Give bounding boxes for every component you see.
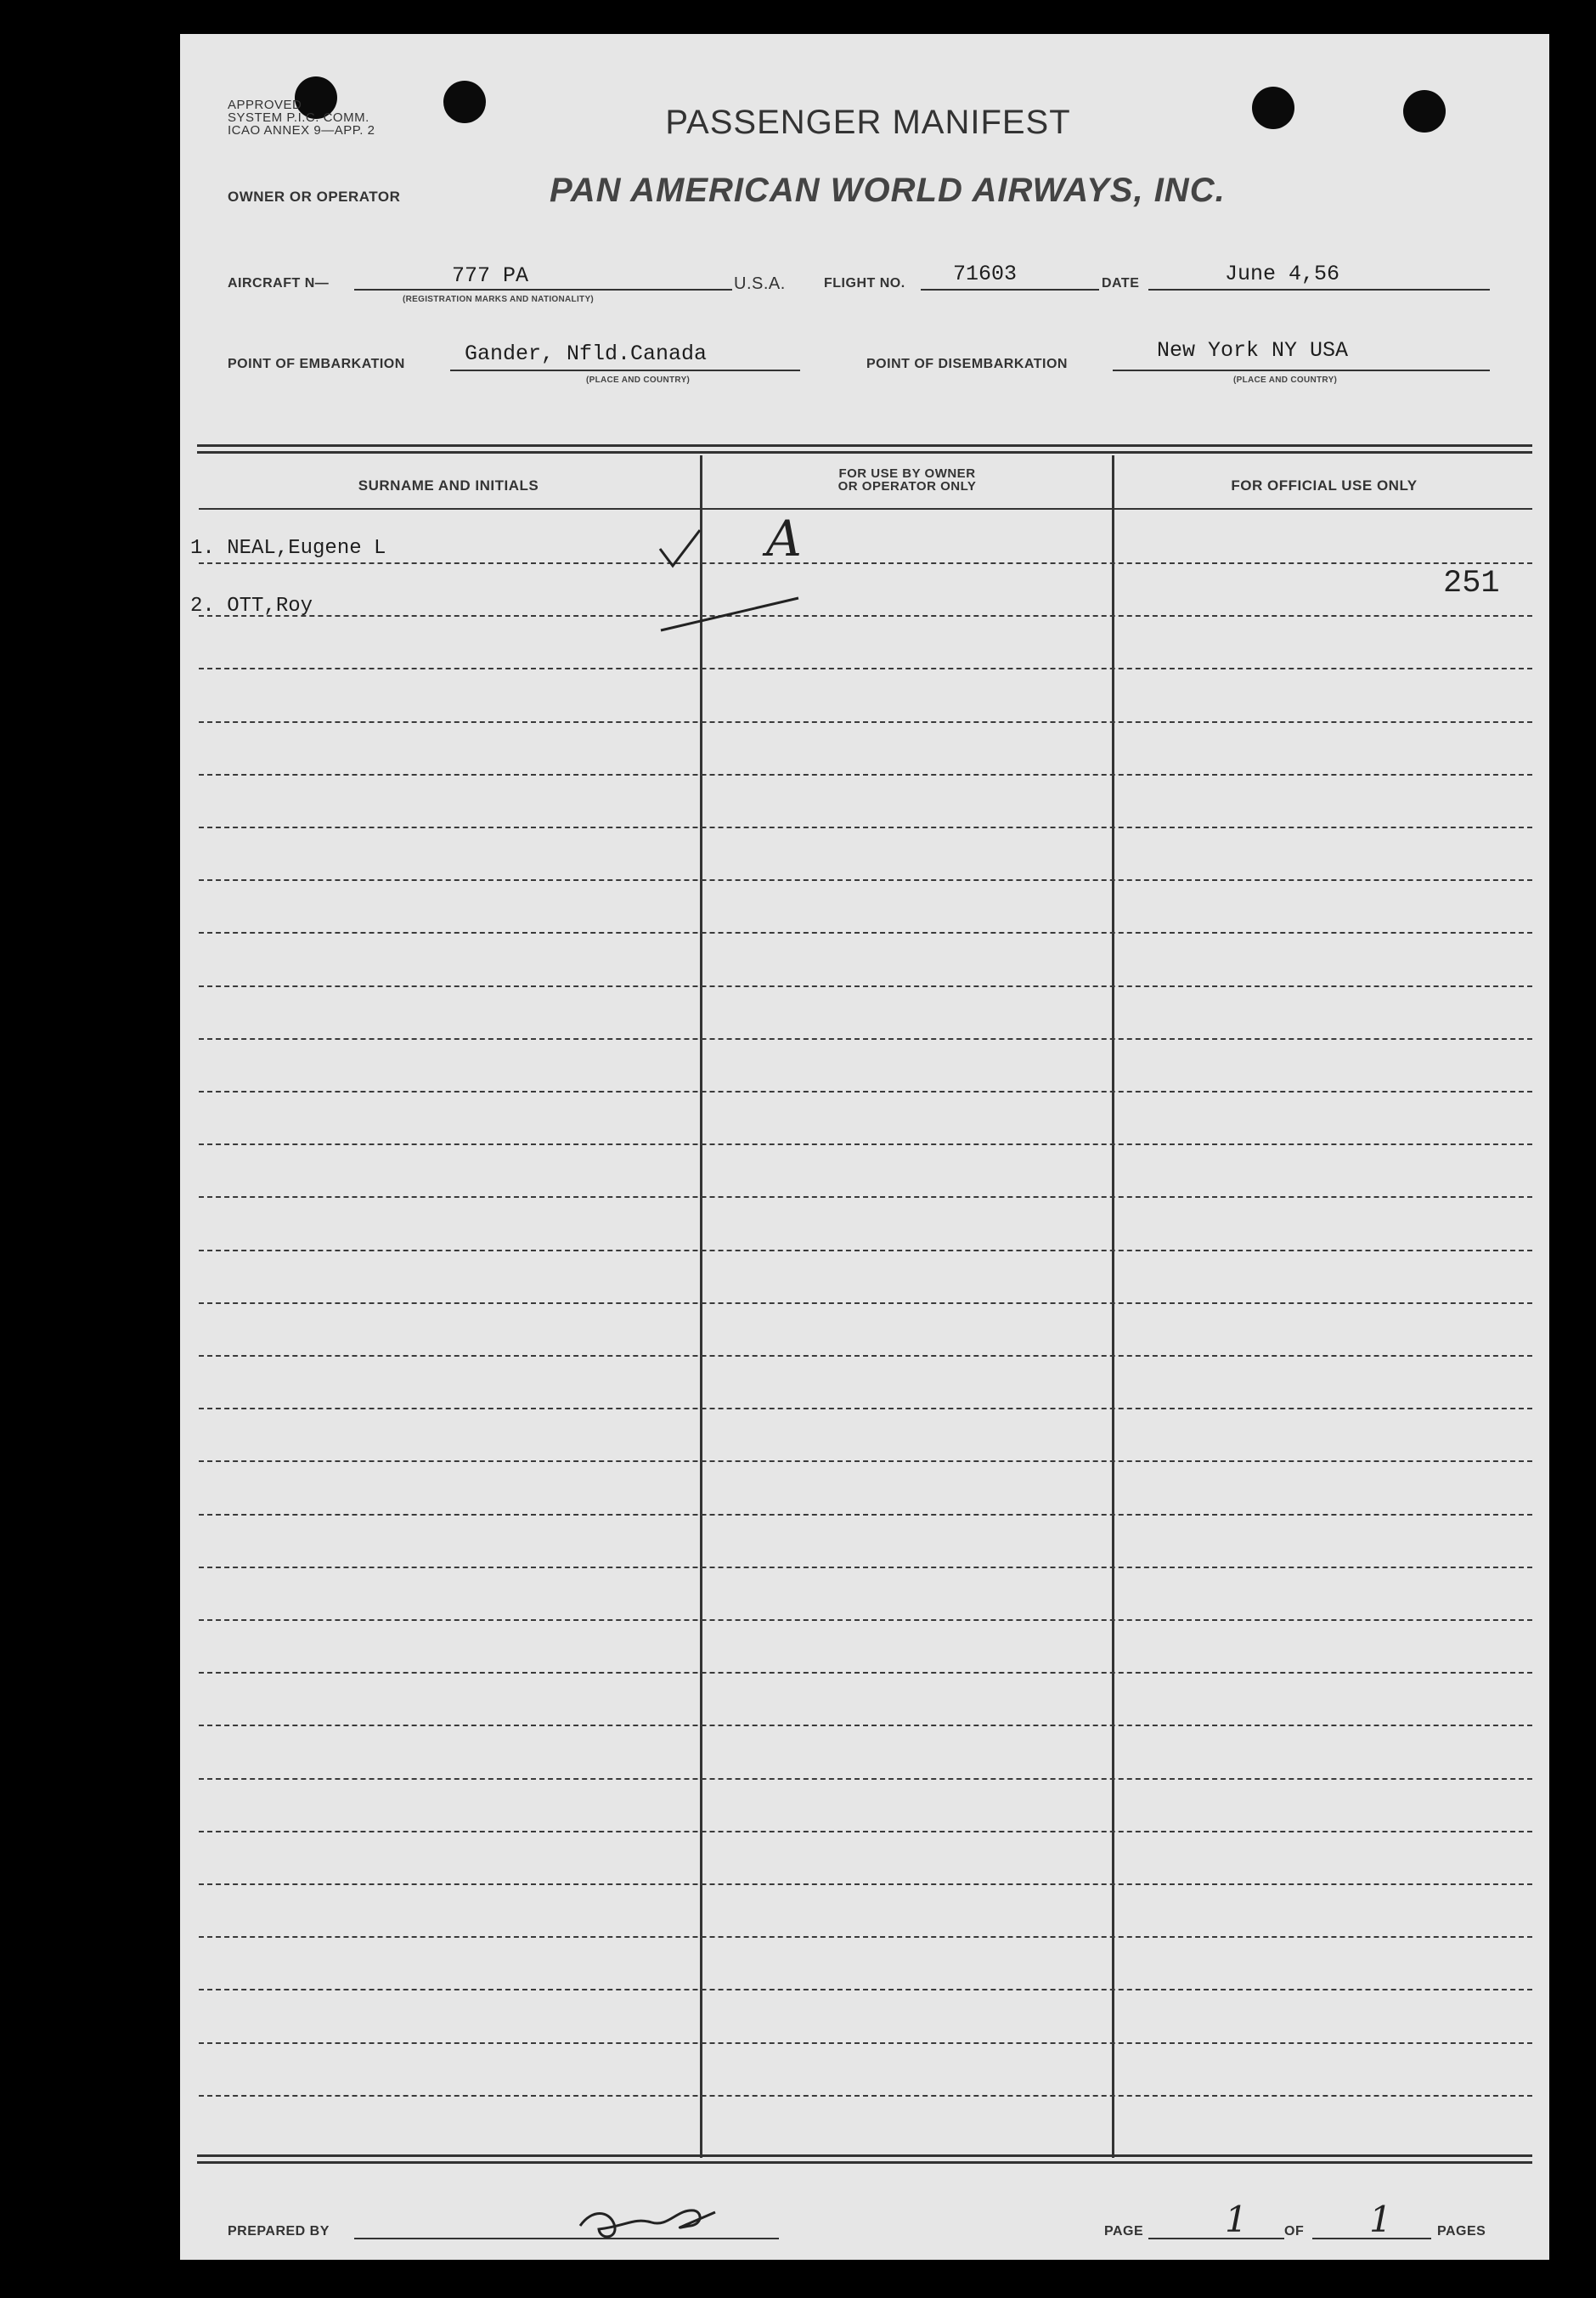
row-rule [199,1038,1532,1040]
column-divider [1112,455,1114,2158]
handwritten-stroke [656,586,809,637]
table-top-rule [197,444,1532,447]
registration-caption: (REGISTRATION MARKS AND NATIONALITY) [403,295,595,304]
row-rule [199,1672,1532,1674]
prepared-by-label: PREPARED BY [228,2224,330,2239]
embark-caption: (PLACE AND COUNTRY) [586,375,691,385]
row-rule [199,1091,1532,1093]
header-rule [199,508,1532,510]
flight-no-value: 71603 [953,262,1018,286]
row-rule [199,668,1532,669]
embark-value: Gander, Nfld.Canada [465,342,708,366]
row-rule [199,1143,1532,1145]
row-rule [199,1989,1532,1990]
embark-underline [450,370,800,371]
column-header-official: FOR OFFICIAL USE ONLY [1231,477,1418,494]
disembark-caption: (PLACE AND COUNTRY) [1233,375,1338,385]
passenger-row-2: 2. OTT,Roy [190,595,313,618]
page-title: PASSENGER MANIFEST [665,104,1071,141]
row-rule [199,1936,1532,1938]
approval-note: APPROVED SYSTEM P.I.C. COMM. ICAO ANNEX 9—APP. 2 [228,98,375,138]
date-underline [1148,289,1490,291]
page-value: 1 [1225,2199,1248,2240]
passenger-row-1: 1. NEAL,Eugene L [190,537,386,560]
table-bottom-rule [197,2154,1532,2157]
row-rule [199,879,1532,881]
page-underline [1148,2238,1284,2239]
page-label: PAGE [1104,2224,1144,2239]
table-top-rule [197,451,1532,454]
column-header-operator: FOR USE BY OWNER OR OPERATOR ONLY [837,466,977,494]
row-rule [199,1514,1532,1516]
row-rule [199,2042,1532,2044]
handwritten-mark: A [766,510,802,567]
row-rule [199,1250,1532,1251]
row-rule [199,1725,1532,1726]
disembark-value: New York NY USA [1157,338,1349,363]
date-value: June 4,56 [1225,262,1340,286]
aircraft-label: AIRCRAFT N— [228,276,330,291]
row-rule [199,932,1532,934]
punch-hole [1252,87,1294,129]
usa-label: U.S.A. [734,274,786,293]
aircraft-underline [354,289,732,291]
column-divider [700,455,702,2158]
row-rule [199,1778,1532,1780]
row-rule [199,1883,1532,1885]
row-rule [199,1408,1532,1409]
punch-hole [443,81,486,123]
row-rule [199,2095,1532,2097]
pages-label: PAGES [1437,2224,1486,2239]
flight-no-underline [921,289,1099,291]
aircraft-value: 777 PA [452,263,529,288]
carrier-name: PAN AMERICAN WORLD AIRWAYS, INC. [550,172,1226,209]
row-rule [199,1302,1532,1304]
punch-hole [1403,90,1446,133]
row-rule [199,721,1532,723]
row-rule [199,1619,1532,1621]
table-bottom-rule [197,2161,1532,2164]
manifest-sheet [180,34,1549,2260]
signature-icon [575,2192,728,2251]
row-rule [199,827,1532,828]
of-label: OF [1284,2224,1305,2239]
row-rule [199,985,1532,987]
check-mark-icon [656,525,724,576]
date-label: DATE [1102,276,1140,291]
row-rule [199,562,1532,564]
disembark-label: POINT OF DISEMBARKATION [866,357,1068,371]
row-rule [199,1355,1532,1357]
owner-label: OWNER OR OPERATOR [228,189,401,205]
row-rule [199,1460,1532,1462]
column-header-names: SURNAME AND INITIALS [358,477,539,494]
flight-no-label: FLIGHT NO. [824,276,905,291]
row-rule [199,774,1532,776]
row-rule [199,1831,1532,1832]
embark-label: POINT OF EMBARKATION [228,357,405,371]
disembark-underline [1113,370,1490,371]
official-stamp: 251 [1443,566,1500,601]
row-rule [199,615,1532,617]
row-rule [199,1567,1532,1568]
row-rule [199,1196,1532,1198]
of-value: 1 [1369,2199,1392,2240]
